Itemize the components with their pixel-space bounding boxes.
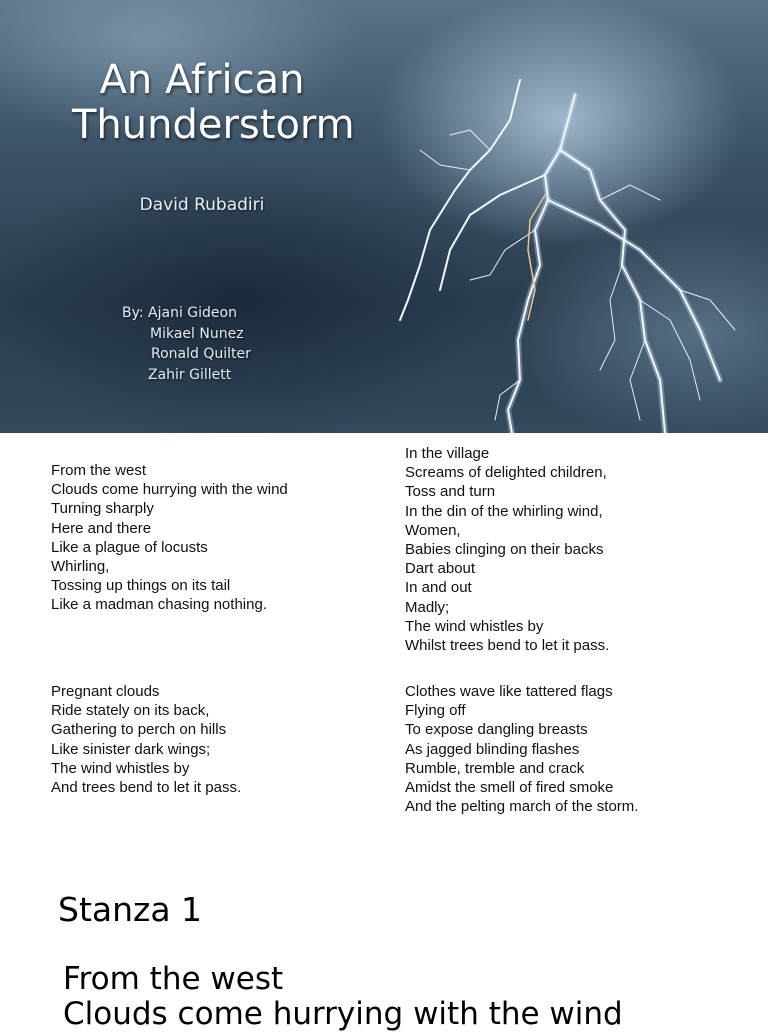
stanza-right-1 <box>405 444 609 655</box>
title-slide <box>0 0 768 433</box>
poem-line: Like a madman chasing nothing. <box>51 596 267 614</box>
presentation-title: An African Thunderstorm <box>72 57 355 148</box>
stanza-right-2 <box>405 682 638 816</box>
poem-line: Ride stately on its back, <box>51 702 210 720</box>
poem-line: Flying off <box>405 702 466 720</box>
poem-line: From the west <box>51 462 147 479</box>
poem-line: Clouds come hurrying with the wind <box>51 481 288 499</box>
credits-prefix: By: <box>122 305 144 321</box>
stanza-left-2 <box>51 682 241 797</box>
poem-line: Like a plague of locusts <box>51 538 208 556</box>
credit-name: Ajani Gideon <box>148 305 237 321</box>
preview-line: From the west <box>63 961 284 997</box>
poem-line: Like sinister dark wings; <box>51 740 211 758</box>
poem-line: Rumble, tremble and crack <box>405 759 585 777</box>
poem-line: To expose dangling breasts <box>405 721 588 739</box>
poem-line: The wind whistles by <box>405 617 544 635</box>
poem-line: Clothes wave like tattered flags <box>405 683 613 700</box>
poem-line: Tossing up things on its tail <box>51 577 231 595</box>
poem-line: Turning sharply <box>51 500 154 518</box>
poem-line: Madly; <box>405 598 450 616</box>
stanza-preview <box>63 962 623 1032</box>
poem-line: Pregnant clouds <box>51 683 160 700</box>
credit-name: Mikael Nunez <box>150 326 244 342</box>
poem-line: Whilst trees bend to let it pass. <box>405 637 610 655</box>
poem-line: And the pelting march of the storm. <box>405 798 639 816</box>
stanza-heading: Stanza 1 <box>58 890 203 929</box>
poem-line: In and out <box>405 579 472 597</box>
credit-name: Ronald Quilter <box>151 346 251 362</box>
poem-line: Toss and turn <box>405 483 496 501</box>
poem-line: Here and there <box>51 519 152 537</box>
poem-line: In the village <box>405 445 490 462</box>
credit-name: Zahir Gillett <box>148 367 232 383</box>
poem-line: Whirling, <box>51 558 110 576</box>
poem-line: Amidst the smell of fired smoke <box>405 779 614 797</box>
poem-line: And trees bend to let it pass. <box>51 779 242 797</box>
poem-line: Screams of delighted children, <box>405 464 607 482</box>
poem-line: The wind whistles by <box>51 759 190 777</box>
poem-line: As jagged blinding flashes <box>405 740 580 758</box>
preview-line: Clouds come hurrying with the wind <box>63 996 623 1032</box>
poem-line: Women, <box>405 521 461 539</box>
credits-line-1 <box>122 305 237 321</box>
poem-line: Dart about <box>405 560 476 578</box>
poem-author: David Rubadiri <box>139 195 265 215</box>
stanza-left-1 <box>51 461 288 615</box>
poem-line: Babies clinging on their backs <box>405 541 604 559</box>
poem-line: Gathering to perch on hills <box>51 721 227 739</box>
poem-line: In the din of the whirling wind, <box>405 502 603 520</box>
